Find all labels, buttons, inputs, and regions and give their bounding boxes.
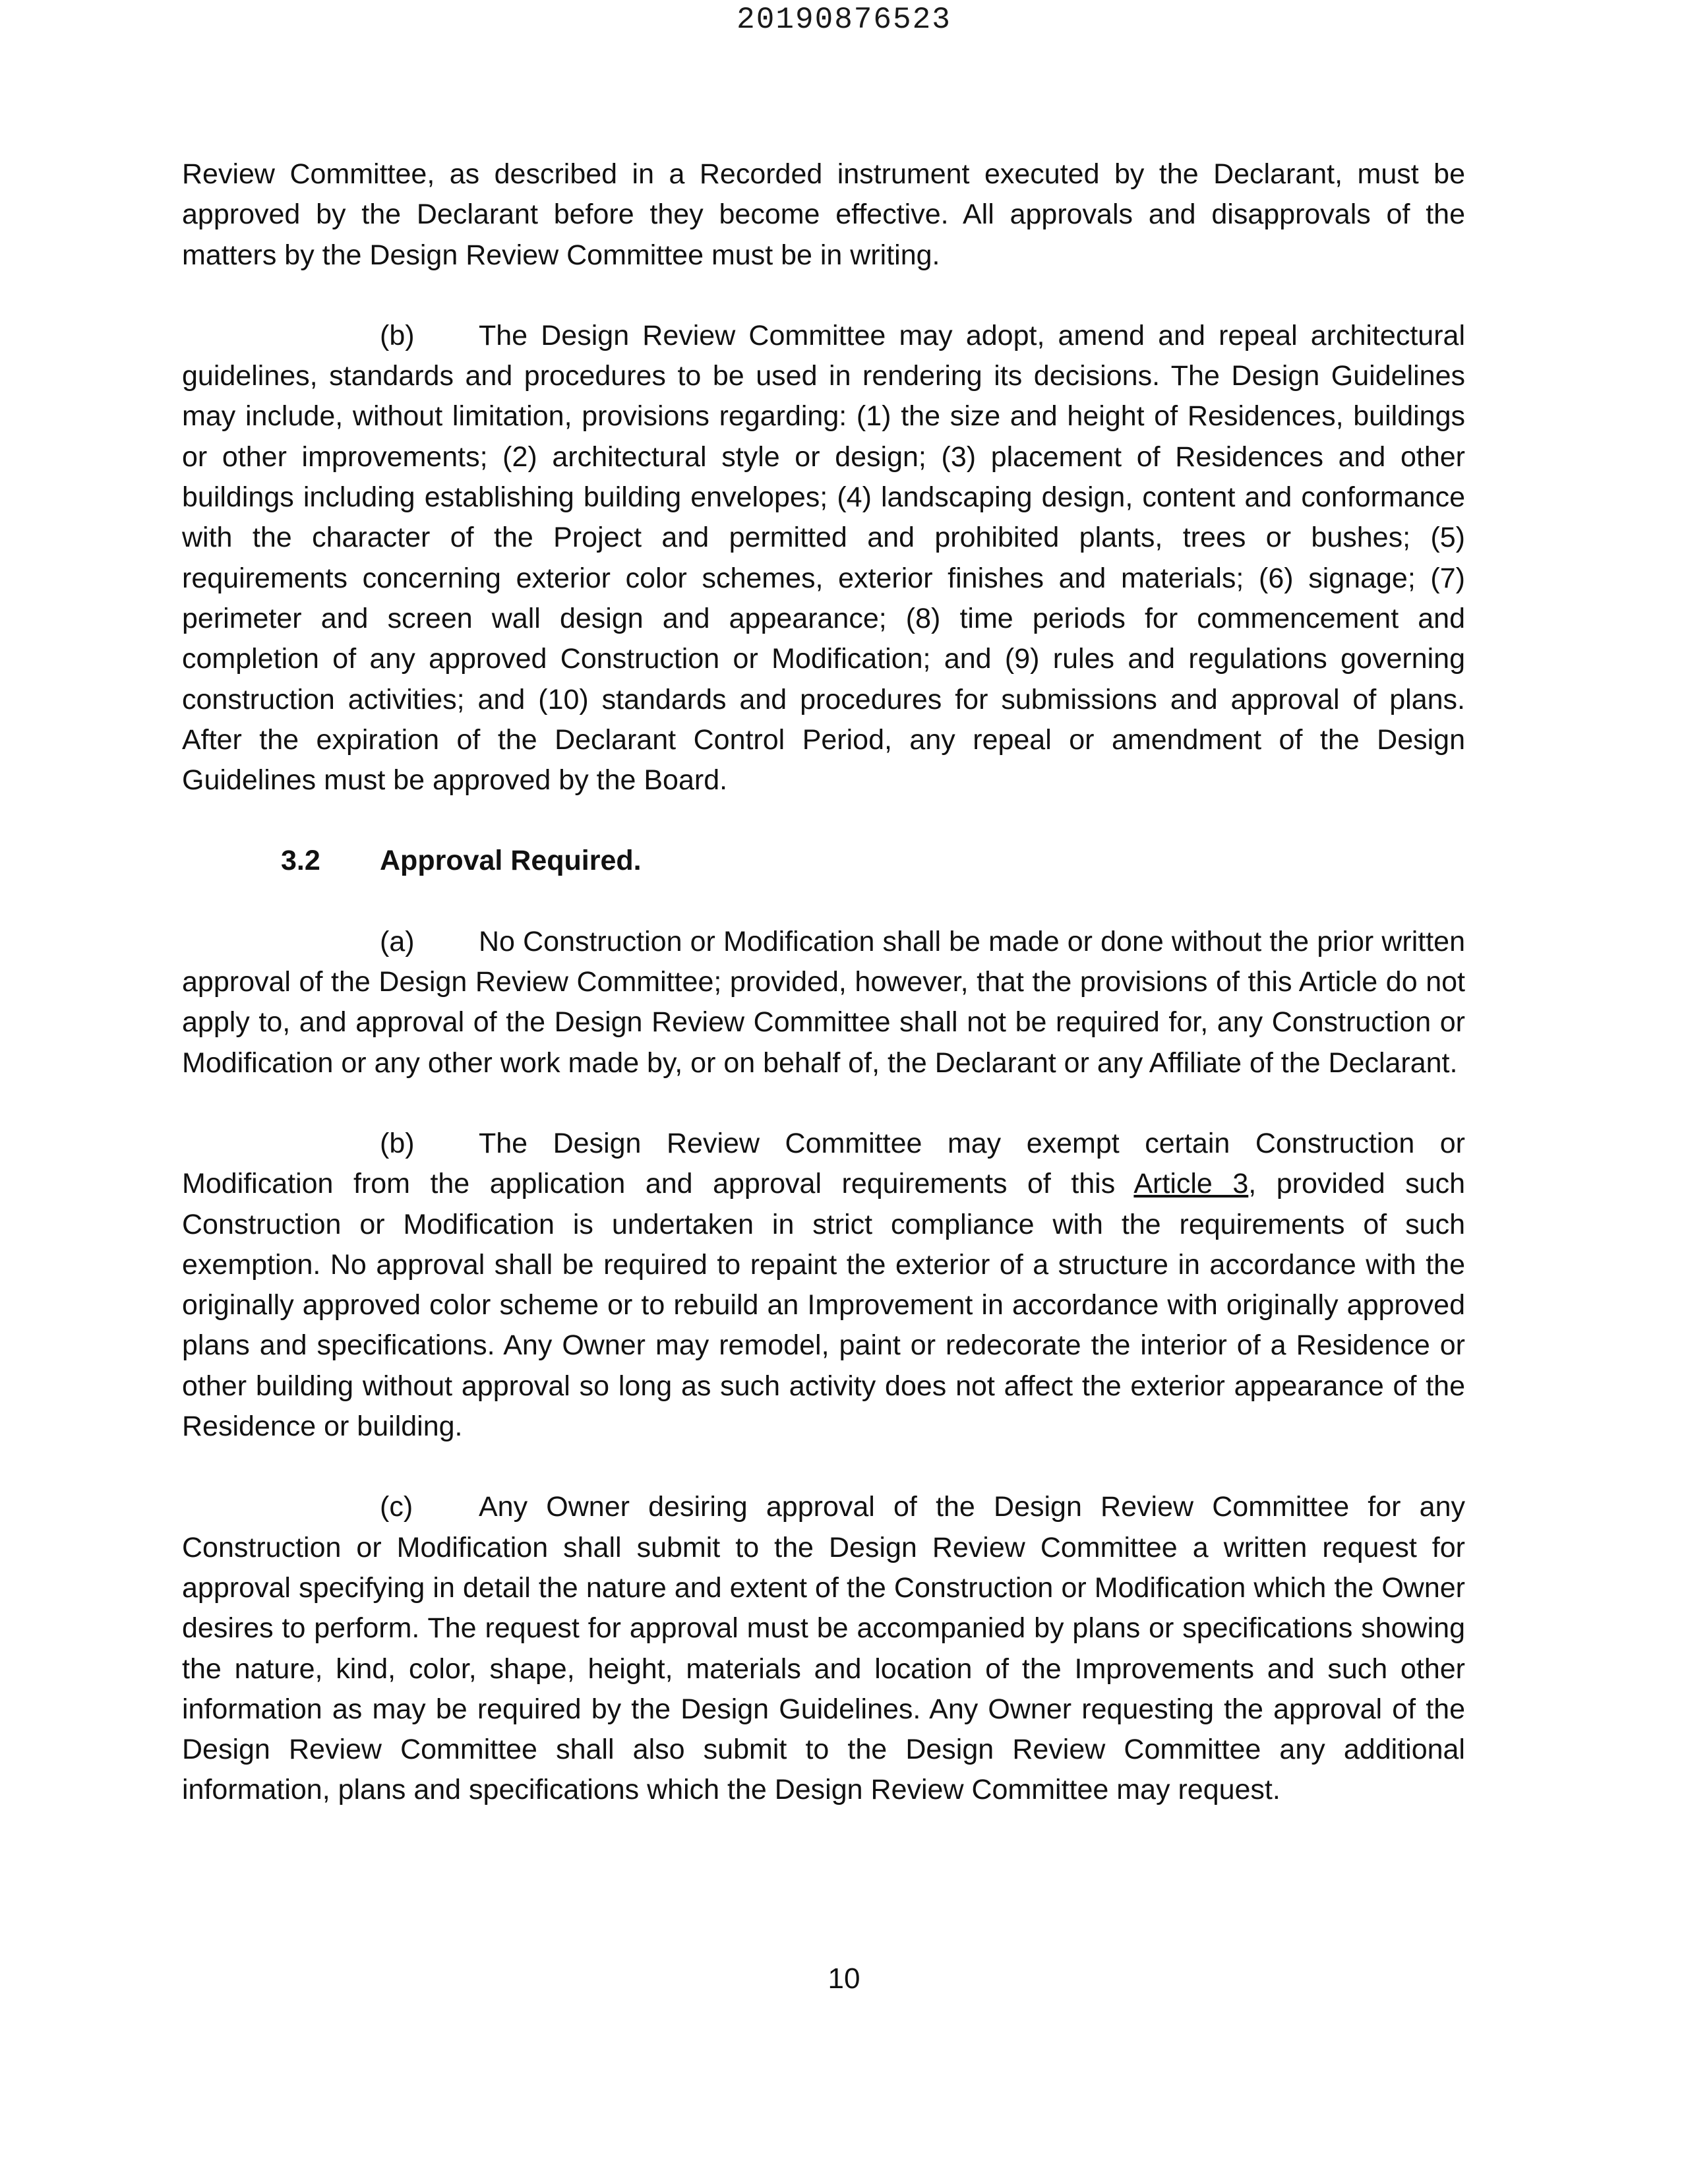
- paragraph-b-design-guidelines: [182, 316, 1465, 801]
- paragraph-text-after-link: , provided such Construction or Modification is undertaken in strict compliance with the requirements of such exemption. No approval shall be required to repaint the exterior of a structure in accordance with the originally approved color scheme or to rebuild an Improvement in accordance with originally approved plans and specifications. Any Owner may remodel, paint or redecorate the interior of a Residence or other building without approval so long as such activity does not affect the exterior appearance of the Residence or building.: [182, 1168, 1465, 1443]
- document-body: [182, 154, 1465, 1811]
- article-3-link[interactable]: Article 3: [1133, 1168, 1249, 1200]
- intro-paragraph: Review Committee, as described in a Recorded instrument executed by the Declarant, must be approved by the Declarant before they become effective. All approvals and disapprovals of the matters by the Design Review Committee must be in writing.: [182, 158, 1465, 271]
- paragraph-c-request: [182, 1487, 1465, 1810]
- paragraph-label: (b): [380, 319, 415, 351]
- paragraph-text: No Construction or Modification shall be made or done without the prior written approval of the Design Review Committee; provided, however, that the provisions of this Article do not apply to, and approval of the Design Review Committee shall not be required for, any Construction or Modification or any other work made by, or on behalf of, the Declarant or any Affiliate of the Declarant.: [182, 925, 1465, 1079]
- paragraph-label: (c): [380, 1491, 413, 1523]
- paragraph-text-before-link: The Design Review Committee may exempt certain Construction or Modification from the application and approval requirements of this: [182, 1127, 1465, 1200]
- paragraph-label: (a): [380, 925, 415, 957]
- paragraph-text: The Design Review Committee may adopt, amend and repeal architectural guidelines, standards and procedures to be used in rendering its decisions. The Design Guidelines may include, without limitation, provisions regarding: (1) the size and height of Residences, buildings or other improvements; (2) architectural style or design; (3) placement of Residences and other buildings including establishing building envelopes; (4) landscaping design, content and conformance with the character of the Project and permitted and prohibited plants, trees or bushes; (5) requirements concerning exterior color schemes, exterior finishes and materials; (6) signage; (7) perimeter and screen wall design and appearance; (8) time periods for commencement and completion of any approved Construction or Modification; and (9) rules and regulations governing construction activities; and (10) standards and procedures for submissions and approval of plans. After the expiration of the Declarant Control Period, any repeal or amendment of the Design Guidelines must be approved by the Board.: [182, 319, 1465, 797]
- section-number: 3.2: [281, 845, 320, 877]
- paragraph-b-exemptions: [182, 1124, 1465, 1447]
- page-number: 10: [828, 1962, 860, 1995]
- paragraph-label: (b): [380, 1127, 415, 1159]
- section-heading: [182, 841, 1465, 881]
- section-title: Approval Required.: [380, 845, 642, 877]
- document-number: 20190876523: [737, 3, 951, 37]
- paragraph-a-approval: [182, 922, 1465, 1083]
- paragraph-text: Any Owner desiring approval of the Design Review Committee for any Construction or Modification shall submit to the Design Review Committee a written request for approval specifying in detail the nature and extent of the Construction or Modification which the Owner desires to perform. The request for approval must be accompanied by plans or specifications showing the nature, kind, color, shape, height, materials and location of the Improvements and such other information as may be required by the Design Guidelines. Any Owner requesting the approval of the Design Review Committee shall also submit to the Design Review Committee any additional information, plans and specifications which the Design Review Committee may request.: [182, 1491, 1465, 1806]
